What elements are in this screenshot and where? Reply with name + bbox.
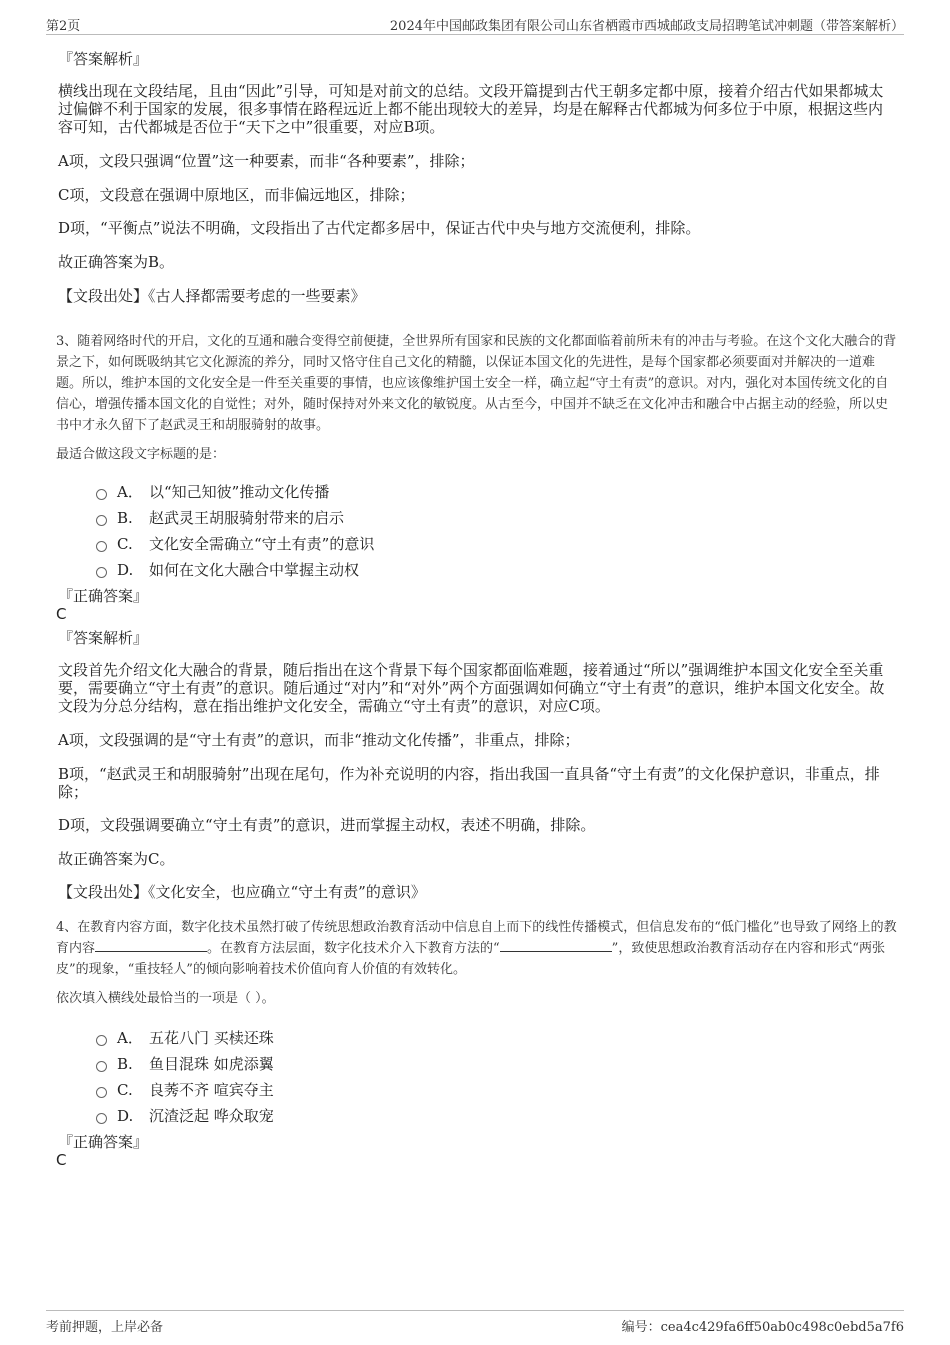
option-key: C. xyxy=(117,1081,133,1099)
radio-icon[interactable] xyxy=(96,541,107,552)
option-text: 赵武灵王胡服骑射带来的启示 xyxy=(149,509,345,527)
option-text: 五花八门 买椟还珠 xyxy=(149,1029,274,1047)
q4-answer: C xyxy=(56,1151,67,1169)
option-key: D. xyxy=(117,561,134,579)
q2-source: 【文段出处】《古人择都需要考虑的一些要素》 xyxy=(58,287,366,305)
q4-stem-part-1: 4、在教育内容方面，数字化技术虽然打破了传统思想政治教育活动中信息自上而下的线性传播模式，但信息发布的“低门槛化”也导致了网络上的教育内容 xyxy=(56,920,897,956)
page-footer xyxy=(46,1310,904,1337)
q2-option-d-note: D项，“平衡点”说法不明确，文段指出了古代定都多居中，保证古代中央与地方交流便利，排除。 xyxy=(58,219,701,237)
footer-slogan: 考前押题，上岸必备 xyxy=(46,1320,164,1335)
fill-blank-2 xyxy=(500,939,612,952)
q3-answer: C xyxy=(56,605,67,623)
q3-conclusion: 故正确答案为C。 xyxy=(58,850,175,868)
q4-option-c[interactable] xyxy=(96,1079,274,1099)
q3-option-c[interactable] xyxy=(96,533,374,553)
q3-prompt: 最适合做这段文字标题的是： xyxy=(56,447,226,462)
radio-icon[interactable] xyxy=(96,515,107,526)
q3-stem: 3、随着网络时代的开启，文化的互通和融合变得空前便捷，全世界所有国家和民族的文化都面临着前所未有的冲击与考验。在这个文化大融合的背景之下，如何既吸纳其它文化源流的养分，同时又恪守住自己文化的精髓，以保证本国文化的先进性，是每个国家都必须要面对并解决的一道难题。所以，维护本国的文化安全是一件至关重要的事情，也应该像维护国土安全一样，确立起“守土有责”的意识。对内，强化对本国传统文化的自信心，增强传播本国文化的自觉性；对外，随时保持对外来文化的敏锐度。从古至今，中国并不缺乏在文化冲击和融合中占据主动的经验，所以史书中才永久留下了赵武灵王和胡服骑射的故事。 xyxy=(56,334,897,433)
q3-answer-label: 『正确答案』 xyxy=(58,587,149,605)
radio-icon[interactable] xyxy=(96,567,107,578)
q2-analysis: 横线出现在文段结尾，且由“因此”引导，可知是对前文的总结。文段开篇提到古代王朝多定都中原，接着介绍古代如果都城太过偏僻不利于国家的发展，很多事情在路程远近上都不能出现较大的差异，均是在解释古代都城为何多位于中原，根据这些内容可知，古代都城是否位于“天下之中”很重要，对应B项。 xyxy=(58,82,884,136)
radio-icon[interactable] xyxy=(96,1035,107,1046)
option-key: A． xyxy=(117,483,143,501)
document-title: 2024年中国邮政集团有限公司山东省栖霞市西城邮政支局招聘笔试冲刺题（带答案解析） xyxy=(389,19,904,34)
q3-option-a[interactable] xyxy=(96,481,329,501)
radio-icon[interactable] xyxy=(96,1113,107,1124)
radio-icon[interactable] xyxy=(96,1087,107,1098)
q2-conclusion: 故正确答案为B。 xyxy=(58,253,175,271)
option-key: B. xyxy=(117,509,133,527)
q4-option-a[interactable] xyxy=(96,1027,274,1047)
q4-stem xyxy=(56,917,898,980)
q3-analysis: 文段首先介绍文化大融合的背景，随后指出在这个背景下每个国家都面临难题，接着通过“所以”强调维护本国文化安全至关重要，需要确立“守土有责”的意识。随后通过“对内”和“对外”两个方面强调如何确立“守土有责”的意识，维护本国文化安全。故文段为分总分结构，意在指出维护文化安全，需确立“守土有责”的意识，对应C项。 xyxy=(58,661,885,715)
q4-option-d[interactable] xyxy=(96,1105,274,1125)
q4-option-b[interactable] xyxy=(96,1053,274,1073)
q4-prompt: 依次填入横线处最恰当的一项是（ ）。 xyxy=(56,991,275,1006)
document-id: 编号：cea4c429fa6ff50ab0c498c0ebd5a7f6 xyxy=(621,1320,904,1335)
option-text: 以“知己知彼”推动文化传播 xyxy=(149,483,330,501)
q3-option-a-note: A项，文段强调的是“守土有责”的意识，而非“推动文化传播”，非重点，排除； xyxy=(58,731,580,749)
option-text: 沉渣泛起 哗众取宠 xyxy=(149,1107,274,1125)
q2-option-a-note: A项，文段只强调“位置”这一种要素，而非“各种要素”，排除； xyxy=(58,152,475,170)
q3-option-b-note: B项，“赵武灵王和胡服骑射”出现在尾句，作为补充说明的内容，指出我国一直具备“守土有责”的文化保护意识，非重点，排除； xyxy=(58,765,880,801)
q3-option-b[interactable] xyxy=(96,507,344,527)
radio-icon[interactable] xyxy=(96,1061,107,1072)
option-text: 良莠不齐 喧宾夺主 xyxy=(149,1081,274,1099)
q2-analysis-label: 『答案解析』 xyxy=(58,50,149,68)
option-text: 鱼目混珠 如虎添翼 xyxy=(149,1055,274,1073)
q4-stem-part-3: ”，致使思想政治教育活动存在内容和形式“两张皮”的现象，“重技轻人”的倾向影响着技术价值向育人价值的有效转化。 xyxy=(56,941,885,977)
q3-analysis-label: 『答案解析』 xyxy=(58,629,149,647)
q3-option-d[interactable] xyxy=(96,559,359,579)
option-key: B. xyxy=(117,1055,133,1073)
option-text: 如何在文化大融合中掌握主动权 xyxy=(149,561,360,579)
q3-option-d-note: D项，文段强调要确立“守土有责”的意识，进而掌握主动权，表述不明确，排除。 xyxy=(58,816,596,834)
q3-source: 【文段出处】《文化安全，也应确立“守土有责”的意识》 xyxy=(58,883,426,901)
option-key: C. xyxy=(117,535,133,553)
q2-option-c-note: C项，文段意在强调中原地区，而非偏远地区，排除； xyxy=(58,186,415,204)
page-number: 第2页 xyxy=(46,19,81,34)
fill-blank-1 xyxy=(95,939,207,952)
q4-answer-label: 『正确答案』 xyxy=(58,1133,149,1151)
page-header xyxy=(46,14,904,35)
radio-icon[interactable] xyxy=(96,489,107,500)
option-text: 文化安全需确立“守土有责”的意识 xyxy=(149,535,375,553)
option-key: D. xyxy=(117,1107,134,1125)
option-key: A． xyxy=(117,1029,143,1047)
q4-stem-part-2: 。在教育方法层面，数字化技术介入下教育方法的“ xyxy=(207,941,500,956)
